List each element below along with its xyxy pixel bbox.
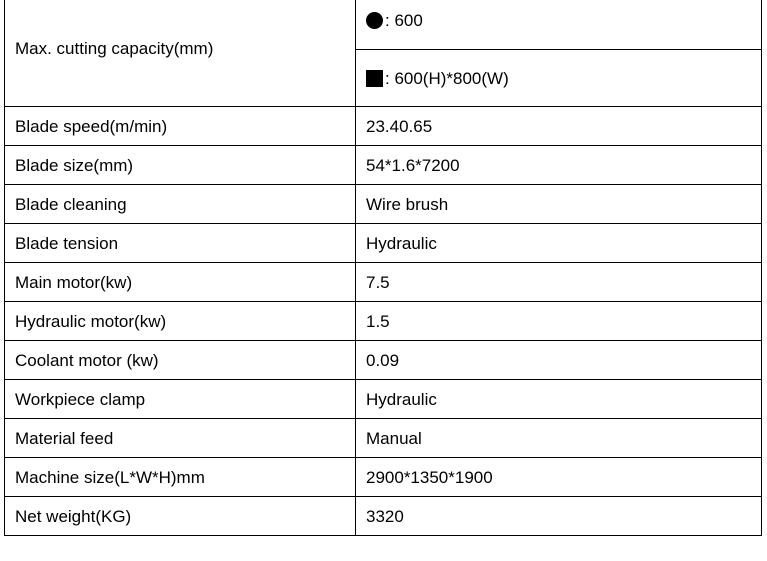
table-row [5, 0, 762, 50]
spec-value: 1.5 [356, 302, 762, 341]
capacity-label: Max. cutting capacity(mm) [5, 0, 356, 107]
spec-label: Machine size(L*W*H)mm [5, 458, 356, 497]
spec-value: Manual [356, 419, 762, 458]
specifications-table [4, 0, 762, 536]
table-row [5, 497, 762, 536]
table-row [5, 263, 762, 302]
spec-value: 3320 [356, 497, 762, 536]
capacity-round-value-cell [356, 0, 762, 50]
table-row [5, 107, 762, 146]
table-row [5, 419, 762, 458]
spec-label: Coolant motor (kw) [5, 341, 356, 380]
filled-square-icon [366, 70, 383, 87]
capacity-rect-value-cell [356, 50, 762, 107]
spec-value: 2900*1350*1900 [356, 458, 762, 497]
table-row [5, 185, 762, 224]
spec-value: Hydraulic [356, 380, 762, 419]
spec-label: Main motor(kw) [5, 263, 356, 302]
spec-value: 54*1.6*7200 [356, 146, 762, 185]
spec-label: Workpiece clamp [5, 380, 356, 419]
table-row [5, 380, 762, 419]
capacity-rect-value: : 600(H)*800(W) [385, 69, 509, 88]
table-row [5, 224, 762, 263]
filled-circle-icon [366, 12, 383, 29]
spec-label: Blade size(mm) [5, 146, 356, 185]
spec-label: Blade speed(m/min) [5, 107, 356, 146]
capacity-round-value: : 600 [385, 11, 423, 30]
table-row [5, 146, 762, 185]
spec-label: Blade tension [5, 224, 356, 263]
table-row [5, 458, 762, 497]
spec-value: 23.40.65 [356, 107, 762, 146]
spec-value: 7.5 [356, 263, 762, 302]
spec-value: 0.09 [356, 341, 762, 380]
table-row [5, 341, 762, 380]
spec-label: Hydraulic motor(kw) [5, 302, 356, 341]
spec-label: Blade cleaning [5, 185, 356, 224]
spec-label: Material feed [5, 419, 356, 458]
table-row [5, 302, 762, 341]
spec-label: Net weight(KG) [5, 497, 356, 536]
spec-value: Hydraulic [356, 224, 762, 263]
spec-value: Wire brush [356, 185, 762, 224]
